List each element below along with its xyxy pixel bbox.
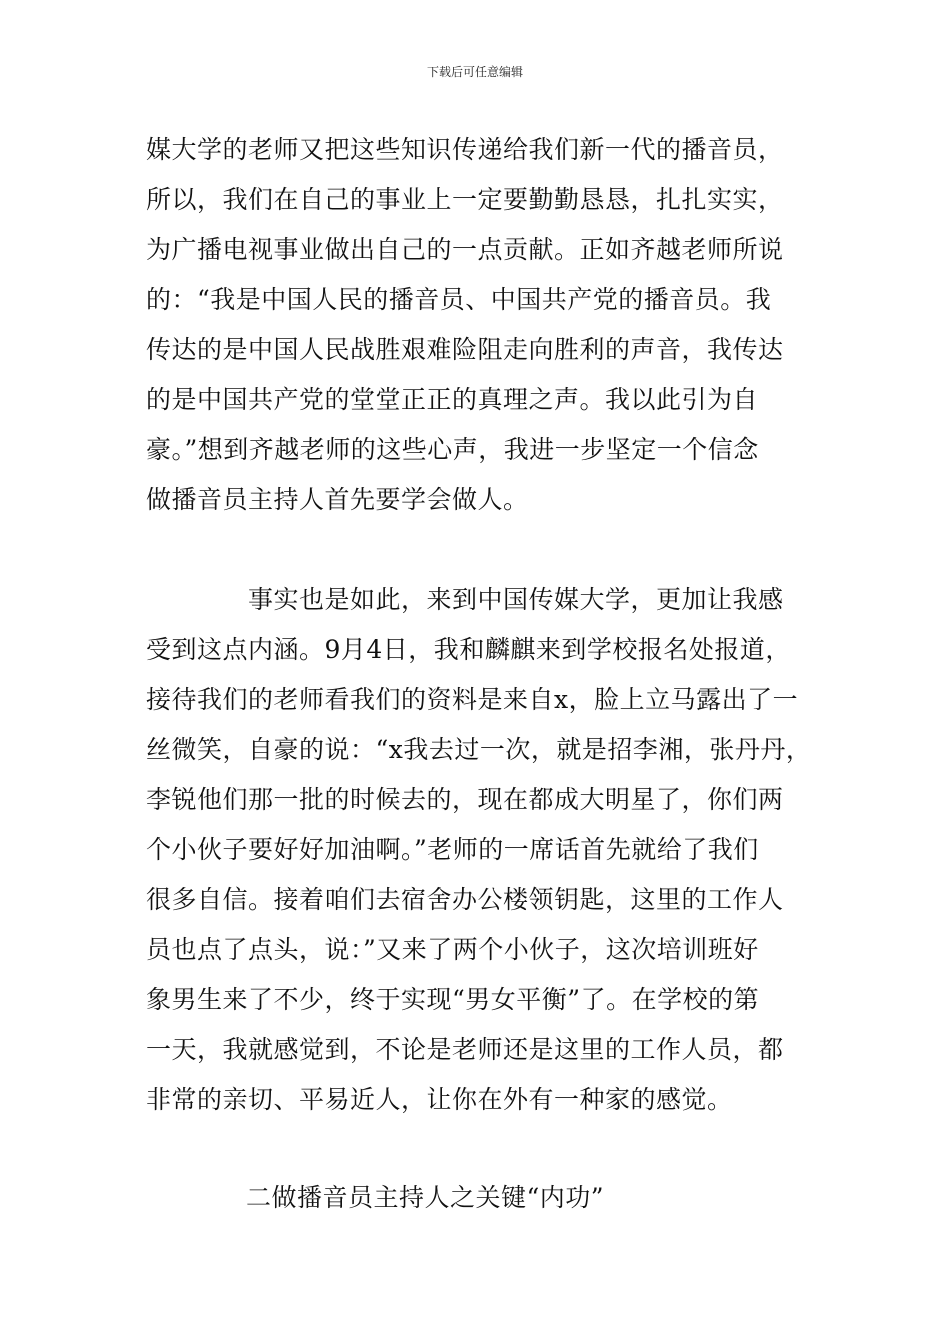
paragraph-line: 事实也是如此，来到中国传媒大学，更加让我感 [248,585,784,614]
paragraph-line: 传达的是中国人民战胜艰难险阻走向胜利的声音，我传达 [146,335,784,364]
paragraph-line: 李锐他们那一批的时候去的，现在都成大明星了，你们两 [146,785,784,814]
paragraph-line: 很多自信。接着咱们去宿舍办公楼领钥匙，这里的工作人 [146,885,784,914]
paragraph-line: 的：“我是中国人民的播音员、中国共产党的播音员。我 [146,285,772,314]
paragraph-line: 员也点了点头，说：”又来了两个小伙子，这次培训班好 [146,935,759,964]
paragraph-line: 的是中国共产党的堂堂正正的真理之声。我以此引为自 [146,385,759,414]
paragraph-line: 为广播电视事业做出自己的一点贡献。正如齐越老师所说 [146,235,784,264]
paragraph-line: 豪。”想到齐越老师的这些心声，我进一步坚定一个信念 [146,435,759,464]
paragraph-line: 受到这点内涵。9月4日，我和麟麒来到学校报名处报道， [146,635,791,664]
paragraph-line: 接待我们的老师看我们的资料是来自x，脸上立马露出了一 [146,685,799,714]
paragraph-line: 非常的亲切、平易近人，让你在外有一种家的感觉。 [146,1085,733,1114]
page-header: 下载后可任意编辑 [426,65,523,79]
paragraph-line: 一天，我就感觉到，不论是老师还是这里的工作人员，都 [146,1035,784,1064]
paragraph-line: 所以，我们在自己的事业上一定要勤勤恳恳，扎扎实实， [146,185,784,214]
paragraph-line: 做播音员主持人首先要学会做人。 [146,485,529,514]
paragraph-line: 个小伙子要好好加油啊。”老师的一席话首先就给了我们 [146,835,759,864]
paragraph-line: 丝微笑，自豪的说：“x我去过一次，就是招李湘，张丹丹， [146,735,812,764]
section-heading: 二做播音员主持人之关键“内功” [246,1183,605,1212]
paragraph-line: 象男生来了不少，终于实现“男女平衡”了。在学校的第 [146,985,760,1014]
paragraph-line: 媒大学的老师又把这些知识传递给我们新一代的播音员， [146,135,784,164]
